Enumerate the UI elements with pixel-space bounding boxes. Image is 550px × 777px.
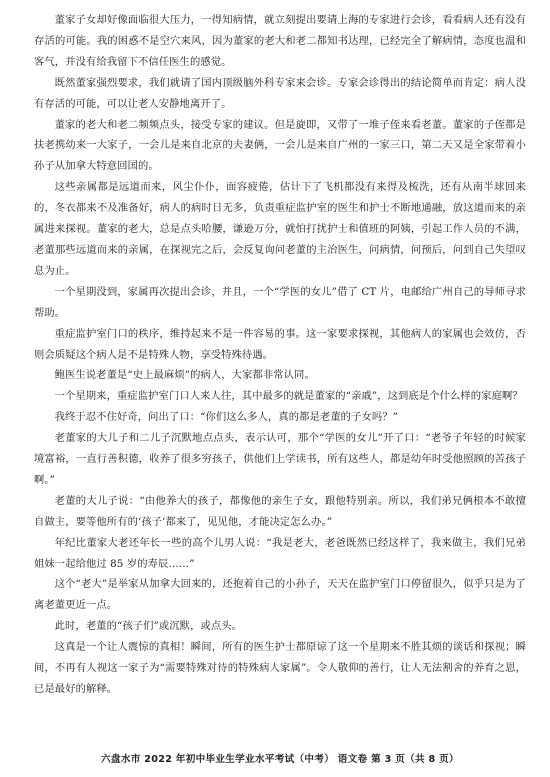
paragraph-2: 既然董家强烈要求，我们就请了国内顶级脑外科专家来会诊。专家会诊得出的结论简单而肯定：病人没有存活的可能，可以让老人安静地离开了。: [34, 76, 526, 110]
article-body: [34, 10, 526, 700]
paragraph-3: 董家的老大和老二频频点头，接受专家的建议。但是旋即，又带了一堆子侄来看老董。董家的子侄都是扶老携幼来一大家子，一会儿是来自北京的夫妻俩，一会儿是来自广州的一家三口，第二天又是全家带着小孙子从加拿大特意回国的。: [34, 118, 526, 173]
paragraph-7: 鲍医生说老董是“史上最麻烦”的病人，大家都非常认同。: [54, 369, 315, 382]
paragraph-14: 此时，老董的“孩子们”或沉默，或点头。: [54, 620, 243, 633]
page-footer: 六盘水市 2022 年初中毕业生学业水平考试（中考） 语文卷 第 3 页（共 8 页）: [101, 754, 459, 765]
paragraph-11: 老董的大儿子说：“由他养大的孩子，都像他的亲生子女，跟他特别亲。所以，我们弟兄俩根本不敢擅自做主，要等他所有的‘孩子’都来了，见见他，才能决定怎么办。”: [34, 494, 526, 528]
paragraph-4: 这些亲属都是远道而来，风尘仆仆，面容疲倦，估计下了飞机都没有来得及梳洗，还有从南半球回来的，冬衣都来不及准备好，病人的病时日无多，负责重症监护室的医生和护士不断地通融，放这道而来的亲属进来探视。董家的老大，总是点头哈腰，谦逊万分，就怕打扰护士和值班的阿姨，引起工作人员的不满，老董那些远道而来的亲属，在探视完之后，会反复询问老董的主治医生，问病情，问预后，问到自己失望叹息为止。: [34, 181, 526, 277]
document-page: [34, 10, 526, 767]
paragraph-13: 这个“老大”是举家从加拿大回来的，还抱着自己的小孙子，天天在监护室门口停留很久，似乎只是为了离老董更近一点。: [34, 578, 526, 612]
paragraph-10: 老董家的大儿子和二儿子沉默地点点头，表示认可，那个“学医的女儿”开了口：“老爷子年轻的时候家境富裕，一直行善积德，收养了很多穷孩子，供他们上学读书，所有这些人，都是幼年时受他照顾的苦孩子啊。”: [34, 432, 526, 486]
paragraph-5: 一个星期没到，家属再次提出会诊，并且，一个“学医的女儿”借了 CT 片，电邮给广州自己的导师寻求帮助。: [34, 285, 526, 319]
paragraph-8: 一个星期来，重症监护室门口人来人往，其中最多的就是董家的“亲戚”，这到底是个什么样的家庭啊？: [54, 390, 523, 403]
paragraph-1: 董家子女却好像面临很大压力，一得知病情，就立刻提出要请上海的专家进行会诊，看看病人还有没有存活的可能。我的困惑不是空穴来风，因为董家的老大和老二都知书达理，已经完全了解病情，态度也温和客气，并没有给我留下不信任医生的感觉。: [34, 14, 526, 68]
paragraph-6: 重症监护室门口的秩序，维持起来不是一件容易的事。这一家要求探视，其他病人的家属也会效仿，否则会质疑这个病人是不是特殊人物，享受特殊待遇。: [34, 327, 526, 361]
paragraph-12: 年纪比董家大老还年长一些的高个儿男人说：“我是老大，老爸既然已经这样了，我来做主，我们兄弟姐妹一起给他过 85 岁的寿辰……”: [34, 536, 526, 570]
paragraph-9: 我终于忍不住好奇，问出了口：“你们这么多人，真的都是老董的子女吗？”: [54, 411, 399, 424]
paragraph-15: 这真是一个让人震惊的真相！瞬间，所有的医生护士都原谅了这一个星期来不胜其烦的谈话和探视；瞬间，不再有人视这一家子为“需要特殊对待的特殊病人家属”。令人敬仰的善行，让人无法割舍的养育之恩，已是最好的解释。: [34, 641, 526, 695]
